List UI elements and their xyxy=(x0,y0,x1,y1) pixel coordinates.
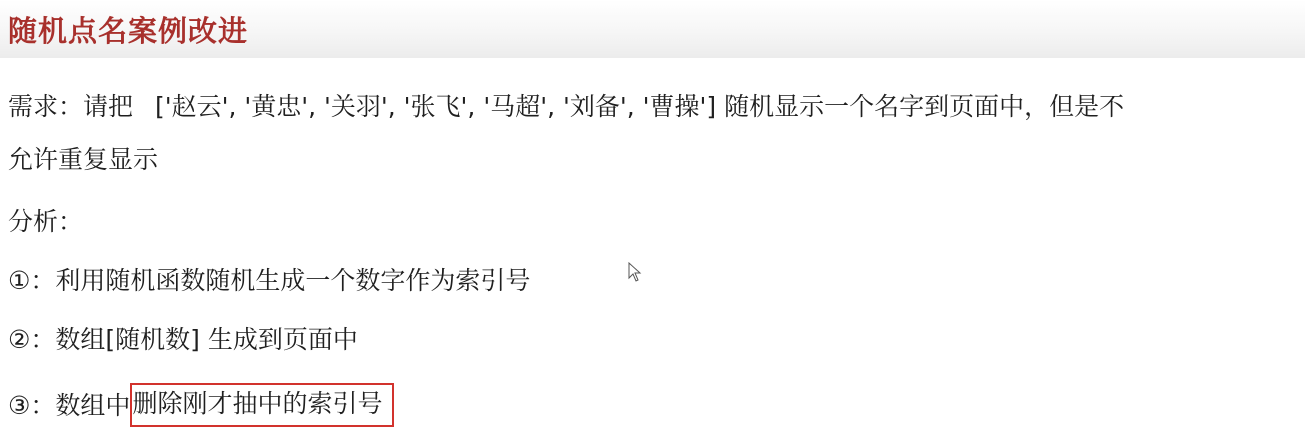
requirement-array: ['赵云', '黄忠', '关羽', '张飞', '马超', '刘备', '曹操'] xyxy=(155,92,717,121)
step-3 xyxy=(8,385,394,429)
step-1 xyxy=(8,266,530,296)
step-2 xyxy=(8,325,358,355)
requirement-line xyxy=(8,92,1124,122)
requirement-label: 需求：请把 xyxy=(8,92,134,121)
page-title: 随机点名案例改进 xyxy=(8,14,249,48)
title-bar xyxy=(0,0,1305,58)
step-2-prefix: ②： xyxy=(8,325,56,354)
requirement-continuation: 允许重复显示 xyxy=(8,145,159,174)
step-1-prefix: ①： xyxy=(8,266,56,295)
step-3-prefix: ③： xyxy=(8,391,56,420)
analysis-label: 分析： xyxy=(8,207,84,236)
step-1-text: 利用随机函数随机生成一个数字作为索引号 xyxy=(55,266,531,295)
step-3-text: 数组中 xyxy=(55,391,131,420)
step-3-highlight-box: 删除刚才抽中的索引号 xyxy=(130,383,394,427)
step-2-text: 数组[随机数] 生成到页面中 xyxy=(55,325,358,354)
mouse-cursor-icon xyxy=(628,262,642,282)
requirement-tail: 随机显示一个名字到页面中，但是不 xyxy=(724,92,1125,121)
